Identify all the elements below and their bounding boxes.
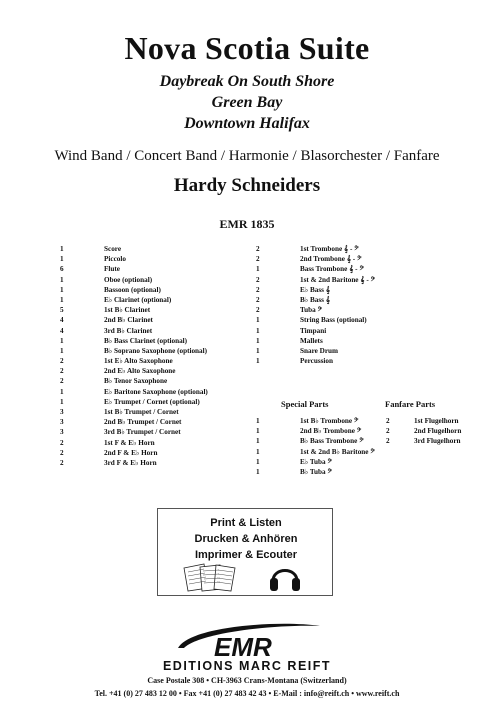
part-qty: 1: [60, 255, 64, 264]
part-row: [60, 356, 208, 366]
part-name: 1st & 2nd B♭ Baritone 𝄢: [300, 447, 375, 456]
part-qty: 1: [256, 427, 260, 436]
part-qty: 1: [256, 265, 260, 274]
part-qty: 1: [256, 316, 260, 325]
fanfare-parts-list: [386, 416, 461, 447]
part-qty: 2: [60, 377, 64, 386]
part-row: [256, 336, 375, 346]
movement-title-2: Green Bay: [211, 94, 283, 111]
part-qty: 2: [256, 255, 260, 264]
part-qty: 1: [256, 437, 260, 446]
part-row: [60, 275, 208, 285]
part-qty: 1: [60, 387, 64, 396]
part-row: [60, 326, 208, 336]
part-name: 1st B♭ Trumpet / Cornet: [104, 408, 179, 416]
part-qty: 1: [256, 467, 260, 476]
part-row: [256, 244, 375, 254]
part-qty: 2: [386, 437, 390, 446]
part-row: [60, 376, 208, 386]
part-qty: 4: [60, 326, 64, 335]
part-row: [256, 315, 375, 325]
part-name: E♭ Bass 𝄞: [300, 285, 331, 294]
print-listen-box: [157, 508, 333, 596]
part-name: Tuba 𝄢: [300, 306, 323, 315]
special-parts-list: [256, 416, 375, 477]
movement-title-3: Downtown Halifax: [184, 115, 310, 132]
part-qty: 2: [256, 306, 260, 315]
part-name: 2nd Flugelhorn: [414, 427, 462, 436]
part-row: [386, 416, 461, 426]
part-name: 2nd B♭ Clarinet: [104, 316, 153, 325]
part-row: [60, 387, 208, 397]
part-qty: 3: [60, 418, 64, 427]
part-name: Mallets: [300, 336, 323, 345]
part-name: Oboe (optional): [104, 275, 153, 284]
part-name: 2nd B♭ Trombone 𝄢: [300, 427, 362, 436]
part-row: [256, 426, 375, 436]
part-row: [256, 326, 375, 336]
part-qty: 1: [256, 417, 260, 425]
print-listen-en: Print & Listen: [210, 517, 282, 529]
part-qty: 1: [256, 447, 260, 456]
part-row: [60, 397, 208, 407]
part-name: 1st F & E♭ Horn: [104, 438, 155, 447]
print-listen-de: Drucken & Anhören: [194, 533, 298, 545]
sheet-music-icon: [182, 562, 238, 592]
part-row: [60, 244, 208, 254]
part-name: B♭ Bass Clarinet (optional): [104, 336, 188, 345]
part-name: 2nd B♭ Trumpet / Cornet: [104, 418, 182, 427]
part-qty: 1: [60, 336, 64, 345]
part-name: 2nd E♭ Alto Saxophone: [104, 367, 176, 376]
part-qty: 1: [60, 397, 64, 406]
part-name: 3rd B♭ Clarinet: [104, 326, 153, 335]
part-qty: 3: [60, 428, 64, 437]
part-row: [60, 427, 208, 437]
part-qty: 2: [60, 458, 64, 467]
part-row: [60, 305, 208, 315]
part-row: [60, 417, 208, 427]
part-row: [256, 285, 375, 295]
part-row: [256, 264, 375, 274]
part-qty: 2: [60, 438, 64, 447]
special-parts-heading: Special Parts: [281, 399, 329, 409]
part-qty: 1: [60, 295, 64, 304]
part-row: [60, 407, 208, 417]
part-row: [60, 254, 208, 264]
part-qty: 2: [60, 367, 64, 376]
part-row: [256, 436, 375, 446]
part-name: 1st B♭ Clarinet: [104, 306, 151, 315]
part-row: [256, 416, 375, 426]
part-name: Snare Drum: [300, 346, 339, 355]
part-row: [60, 285, 208, 295]
band-types: Wind Band / Concert Band / Harmonie / Blasorchester / Fanfare: [54, 148, 440, 164]
part-qty: 1: [60, 346, 64, 355]
part-row: [60, 336, 208, 346]
part-qty: 5: [60, 306, 64, 315]
part-name: Bassoon (optional): [104, 285, 161, 294]
part-row: [60, 346, 208, 356]
part-row: [60, 438, 208, 448]
part-name: 1st & 2nd Baritone 𝄞 - 𝄢: [300, 275, 376, 284]
catalog-number: EMR 1835: [219, 217, 275, 231]
part-name: Timpani: [300, 326, 327, 335]
print-listen-fr: Imprimer & Ecouter: [194, 549, 298, 561]
part-name: B♭ Tuba 𝄢: [300, 467, 332, 476]
parts-list-left: [60, 244, 208, 468]
part-name: B♭ Soprano Saxophone (optional): [104, 346, 208, 355]
part-name: B♭ Bass 𝄞: [300, 295, 331, 304]
part-name: 3rd B♭ Trumpet / Cornet: [104, 428, 181, 437]
logo-text: EMR: [214, 632, 272, 662]
part-row: [256, 295, 375, 305]
part-qty: 1: [256, 457, 260, 466]
part-name: E♭ Baritone Saxophone (optional): [104, 387, 208, 396]
part-name: 3rd Flugelhorn: [414, 437, 461, 446]
part-qty: 4: [60, 316, 64, 325]
part-name: 1st Flugelhorn: [414, 417, 459, 425]
part-row: [60, 315, 208, 325]
part-qty: 2: [256, 285, 260, 294]
part-qty: 2: [386, 417, 390, 425]
fanfare-parts-heading: Fanfare Parts: [385, 399, 436, 409]
part-row: [60, 458, 208, 468]
part-name: 1st E♭ Alto Saxophone: [104, 357, 173, 366]
part-qty: 2: [256, 275, 260, 284]
movement-title-1: Daybreak On South Shore: [159, 73, 335, 90]
part-name: 1st B♭ Trombone 𝄢: [300, 417, 359, 425]
part-qty: 2: [386, 427, 390, 436]
part-row: [60, 448, 208, 458]
part-qty: 1: [256, 326, 260, 335]
part-name: 2nd Trombone 𝄞 - 𝄢: [300, 255, 362, 264]
part-row: [256, 346, 375, 356]
part-qty: 1: [256, 336, 260, 345]
part-row: [60, 295, 208, 305]
part-qty: 2: [60, 448, 64, 457]
part-qty: 1: [256, 346, 260, 355]
part-row: [256, 356, 375, 366]
part-row: [386, 436, 461, 446]
part-name: Percussion: [300, 357, 334, 366]
part-name: 3rd F & E♭ Horn: [104, 458, 157, 467]
part-qty: 1: [60, 275, 64, 284]
part-name: E♭ Clarinet (optional): [104, 295, 172, 304]
part-qty: 1: [256, 357, 260, 366]
part-row: [60, 366, 208, 376]
page-title: Nova Scotia Suite: [124, 30, 370, 66]
part-qty: 2: [60, 357, 64, 366]
part-name: 2nd F & E♭ Horn: [104, 448, 158, 457]
part-name: 1st Trombone 𝄞 - 𝄢: [300, 245, 359, 253]
part-row: [256, 305, 375, 315]
publisher-contact: Tel. +41 (0) 27 483 12 00 • Fax +41 (0) 27 483 42 43 • E-Mail : info@reift.ch • www.reift.ch: [94, 689, 400, 698]
part-name: Score: [104, 245, 122, 253]
part-row: [256, 467, 375, 477]
composer-name: Hardy Schneiders: [173, 175, 321, 196]
part-qty: 1: [60, 245, 64, 253]
part-qty: 2: [256, 295, 260, 304]
part-row: [386, 426, 461, 436]
part-row: [256, 457, 375, 467]
publisher-name: EDITIONS MARC REIFT: [162, 659, 332, 673]
part-qty: 6: [60, 265, 64, 274]
part-name: B♭ Tenor Saxophone: [104, 377, 168, 386]
part-name: Bass Trombone 𝄞 - 𝄢: [300, 265, 364, 274]
part-name: Flute: [104, 265, 120, 274]
part-qty: 3: [60, 408, 64, 416]
part-name: B♭ Bass Trombone 𝄢: [300, 437, 364, 446]
part-row: [256, 447, 375, 457]
part-name: Piccolo: [104, 255, 126, 264]
publisher-address: Case Postale 308 • CH-3963 Crans-Montana (Switzerland): [147, 676, 347, 685]
part-name: String Bass (optional): [300, 316, 367, 325]
parts-list-right: [256, 244, 375, 366]
part-row: [60, 264, 208, 274]
part-qty: 1: [60, 285, 64, 294]
part-qty: 2: [256, 245, 260, 253]
part-row: [256, 254, 375, 264]
part-name: E♭ Trumpet / Cornet (optional): [104, 397, 200, 406]
headphones-icon: [268, 559, 302, 593]
part-name: E♭ Tuba 𝄢: [300, 457, 332, 466]
part-row: [256, 275, 375, 285]
